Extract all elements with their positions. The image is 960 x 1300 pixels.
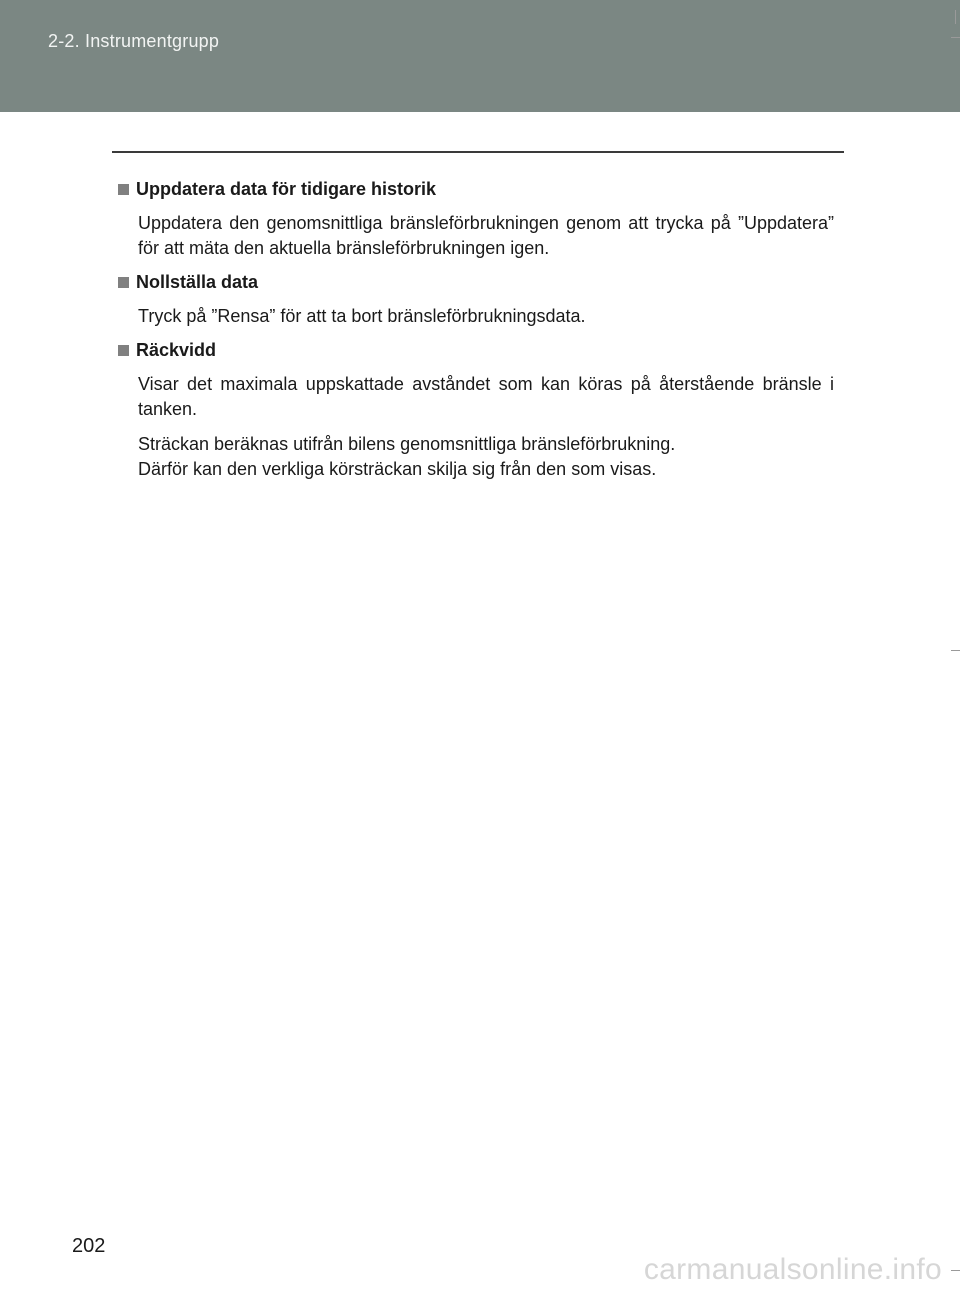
crop-mark xyxy=(951,37,960,38)
page-number: 202 xyxy=(72,1235,106,1257)
top-rule xyxy=(112,151,844,153)
section-paragraph xyxy=(138,432,834,482)
section-paragraph: Tryck på ”Rensa” för att ta bort bränsleförbrukningsdata. xyxy=(138,306,586,326)
crop-mark xyxy=(955,10,956,24)
section-heading xyxy=(118,338,834,362)
crop-mark xyxy=(951,650,960,651)
section-heading-text: Räckvidd xyxy=(136,340,217,360)
section-title: 2-2. Instrumentgrupp xyxy=(48,31,220,51)
section-heading-text: Uppdatera data för tidigare historik xyxy=(136,179,437,199)
square-bullet-icon xyxy=(118,345,129,356)
section-paragraph: Visar det maximala uppskattade avståndet som kan köras på återstående bränsle i tanken. xyxy=(138,374,834,419)
header-band xyxy=(0,0,960,112)
watermark: carmanualsonline.info xyxy=(643,1253,942,1286)
section-heading-text: Nollställa data xyxy=(136,272,259,292)
section-nollstalla xyxy=(118,270,834,329)
paragraph-line: Därför kan den verkliga körsträckan skilja sig från den som visas. xyxy=(138,459,657,479)
paragraph-line: Sträckan beräknas utifrån bilens genomsnittliga bränsleförbrukning. xyxy=(138,434,676,454)
section-heading xyxy=(118,270,834,294)
section-paragraph: Uppdatera den genomsnittliga bränsleförbrukningen genom att trycka på ”Uppdatera” för att mäta den aktuella bränsleförbrukningen igen. xyxy=(138,213,834,258)
content xyxy=(118,177,834,491)
section-rackvidd xyxy=(118,338,834,482)
square-bullet-icon xyxy=(118,277,129,288)
section-heading xyxy=(118,177,834,201)
square-bullet-icon xyxy=(118,184,129,195)
crop-mark xyxy=(951,1270,960,1271)
section-uppdatera xyxy=(118,177,834,261)
